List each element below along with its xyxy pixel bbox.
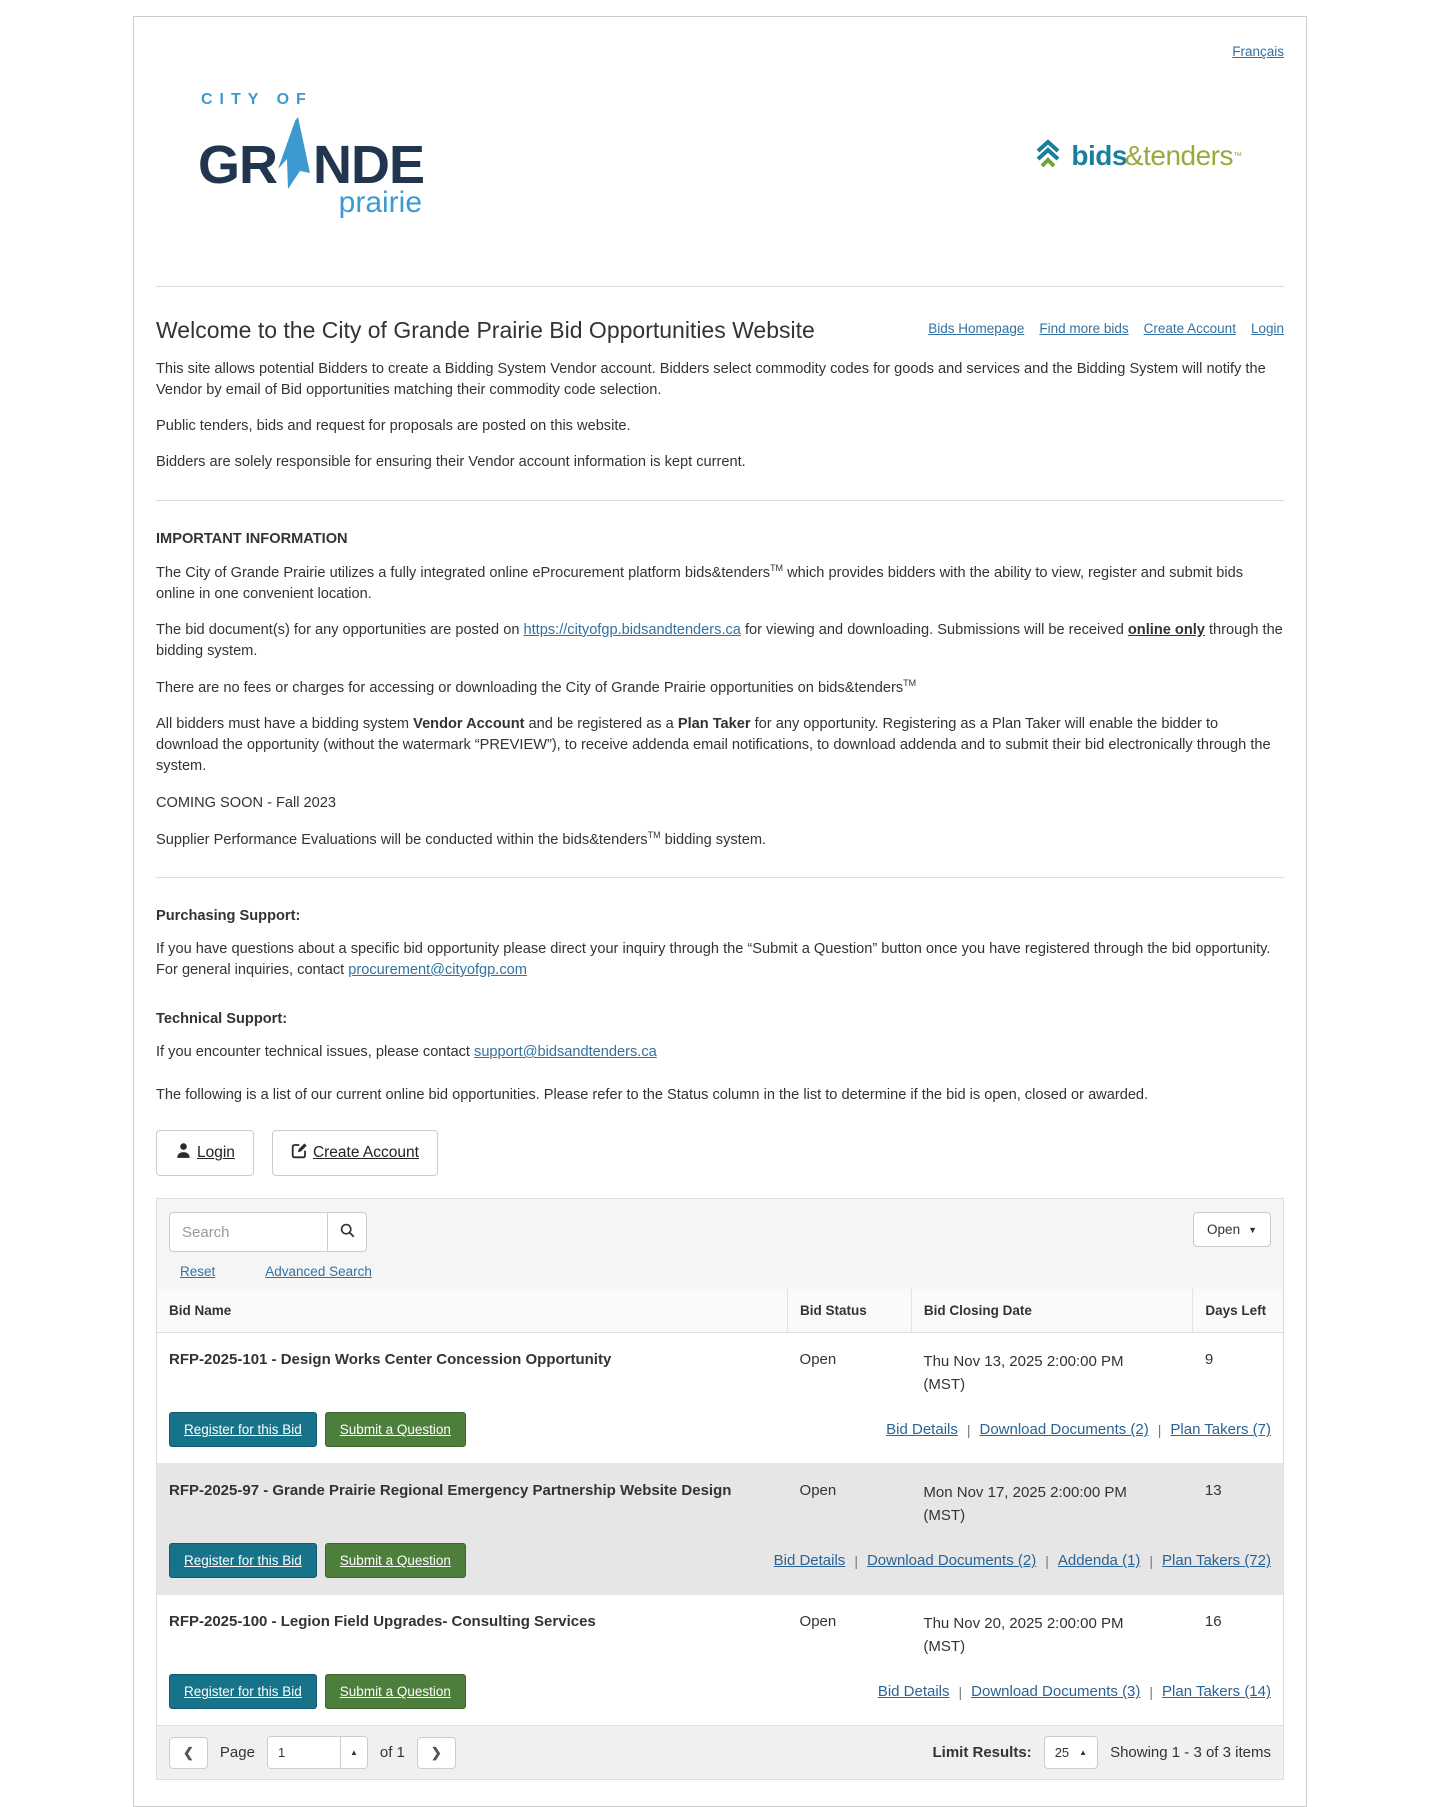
- important-p2-text: The bid document(s) for any opportunities are posted on: [156, 621, 524, 638]
- vendor-account-emphasis: Vendor Account: [413, 716, 525, 733]
- bid-action-link[interactable]: Bid Details: [886, 1421, 958, 1439]
- login-button[interactable]: [156, 1130, 254, 1176]
- page-spinner[interactable]: [340, 1737, 367, 1768]
- important-p4-text2: and be registered as a: [524, 716, 678, 733]
- important-p5-text2: bidding system.: [660, 831, 767, 848]
- section-divider: [156, 500, 1284, 501]
- important-p5-text: Supplier Performance Evaluations will be conducted within the bids&tenders: [156, 831, 648, 848]
- important-p1-text: The City of Grande Prairie utilizes a fully integrated online eProcurement platform bids&tenders: [156, 564, 771, 581]
- link-separator: |: [1157, 1421, 1162, 1438]
- technical-support-heading: Technical Support:: [156, 1011, 288, 1028]
- important-paragraph-2: [156, 620, 1284, 662]
- list-intro-text: The following is a list of our current online bid opportunities. Please refer to the Status column in the list to determine if the bid is open, closed or awarded.: [156, 1087, 1149, 1104]
- bid-rows: [157, 1333, 1283, 1726]
- search-input[interactable]: [169, 1212, 327, 1252]
- bid-action-link[interactable]: Addenda (1): [1057, 1552, 1141, 1570]
- header-divider: [156, 286, 1284, 287]
- bid-closing-date: Mon Nov 17, 2025 2:00:00 PM: [923, 1484, 1127, 1502]
- logo-grande: [198, 111, 425, 195]
- bid-action-link[interactable]: Download Documents (3): [971, 1683, 1141, 1701]
- bids-and-tenders-logo: [1032, 137, 1242, 174]
- table-row: [157, 1595, 1283, 1665]
- bid-links: [886, 1421, 1271, 1438]
- procurement-email-link[interactable]: procurement@cityofgp.com: [348, 961, 527, 978]
- bid-links: [774, 1552, 1271, 1569]
- register-for-bid-button[interactable]: Register for this Bid: [169, 1412, 317, 1447]
- table-row: [157, 1333, 1283, 1403]
- create-account-button-label: Create Account: [312, 1144, 419, 1162]
- purchasing-support-heading: Purchasing Support:: [156, 907, 301, 924]
- bid-name: RFP-2025-97 - Grande Prairie Regional Emergency Partnership Website Design: [157, 1464, 788, 1534]
- bid-closing-timezone: (MST): [923, 1375, 966, 1393]
- important-paragraph-5: [156, 829, 1284, 851]
- caret-up-icon: ▲: [1079, 1748, 1088, 1758]
- nav-bids-homepage-link[interactable]: Bids Homepage: [928, 321, 1025, 336]
- bid-links: [878, 1683, 1271, 1700]
- important-paragraph-1: [156, 562, 1284, 605]
- bid-closing-timezone: (MST): [923, 1506, 966, 1524]
- support-email-link[interactable]: support@bidsandtenders.ca: [474, 1044, 657, 1061]
- next-page-button[interactable]: [417, 1737, 456, 1769]
- online-only-emphasis: online only: [1127, 621, 1205, 638]
- column-header-bid-status: Bid Status: [788, 1289, 912, 1333]
- coming-soon-text: COMING SOON - Fall 2023: [156, 794, 337, 811]
- bid-action-link[interactable]: Plan Takers (7): [1170, 1421, 1271, 1439]
- table-row-actions: [157, 1402, 1283, 1464]
- bid-closing-date: Thu Nov 13, 2025 2:00:00 PM: [923, 1353, 1124, 1371]
- technical-support-text: [156, 1042, 1284, 1063]
- logo-bolt-icon: [275, 117, 315, 198]
- important-p3-text: There are no fees or charges for accessing or downloading the City of Grande Prairie opportunities on bids&tenders: [156, 679, 904, 696]
- important-paragraph-3: [156, 677, 1284, 699]
- limit-results-value: 25: [1054, 1745, 1070, 1761]
- limit-results-dropdown[interactable]: [1044, 1736, 1098, 1769]
- bid-action-link[interactable]: Plan Takers (14): [1162, 1683, 1271, 1701]
- submit-question-button[interactable]: Submit a Question: [325, 1412, 466, 1447]
- showing-items-text: Showing 1 - 3 of 3 items: [1110, 1744, 1271, 1762]
- language-link[interactable]: Français: [1232, 44, 1284, 59]
- search-icon: [339, 1222, 356, 1242]
- link-separator: |: [854, 1552, 858, 1569]
- bidsandtenders-url-link[interactable]: https://cityofgp.bidsandtenders.ca: [523, 621, 741, 638]
- purchasing-support-text: [156, 939, 1284, 981]
- register-for-bid-button[interactable]: Register for this Bid: [169, 1543, 317, 1578]
- bid-status-value: Open: [788, 1595, 912, 1665]
- table-row-actions: [157, 1664, 1283, 1725]
- bids-table: [157, 1289, 1283, 1725]
- next-icon: ❯: [430, 1744, 442, 1760]
- bid-status-value: Open: [799, 1351, 837, 1369]
- intro-paragraph-1: This site allows potential Bidders to create a Bidding System Vendor account. Bidders select commodity codes for goods and services and the Bidding System will notify the Vendor by email of Bid opportunities matching their commodity code selection.: [156, 361, 1266, 399]
- logo-grande-right: NDE: [313, 135, 425, 195]
- intro-paragraph-2: Public tenders, bids and request for proposals are posted on this website.: [156, 418, 631, 435]
- status-filter-value: Open: [1207, 1222, 1241, 1238]
- link-separator: |: [966, 1421, 971, 1438]
- status-filter-dropdown[interactable]: [1193, 1212, 1271, 1247]
- brand-chevron-icon: [1032, 137, 1064, 174]
- edit-icon: [291, 1142, 308, 1164]
- intro-paragraph-3: Bidders are solely responsible for ensuring their Vendor account information is kept current.: [156, 454, 746, 471]
- register-for-bid-button[interactable]: Register for this Bid: [169, 1674, 317, 1709]
- tm-superscript: TM: [770, 562, 784, 573]
- page-title: Welcome to the City of Grande Prairie Bid Opportunities Website: [156, 317, 815, 343]
- reset-link[interactable]: Reset: [180, 1264, 216, 1280]
- bid-action-link[interactable]: Bid Details: [877, 1683, 950, 1701]
- column-header-closing-date: Bid Closing Date: [911, 1289, 1193, 1333]
- city-of-grande-prairie-logo: [198, 91, 424, 220]
- filter-bar: [157, 1199, 1283, 1289]
- previous-page-button[interactable]: [169, 1737, 208, 1769]
- bids-panel: [156, 1198, 1284, 1780]
- page-label: Page: [219, 1744, 255, 1762]
- technical-text: If you encounter technical issues, please contact: [156, 1044, 475, 1061]
- bid-action-link[interactable]: Plan Takers (72): [1162, 1552, 1271, 1570]
- link-separator: |: [1149, 1683, 1154, 1700]
- important-p4-text3: for any opportunity. Registering as a Plan Taker will enable the bidder to download the opportunity (without the watermark “PREVIEW”), to receive addenda email notifications, to download addenda and to submit their bid electronically through the system.: [156, 716, 1271, 775]
- brand-trademark: ™: [1233, 150, 1242, 161]
- tm-superscript: TM: [903, 678, 917, 689]
- bid-name: RFP-2025-101 - Design Works Center Concession Opportunity: [169, 1351, 612, 1369]
- link-separator: |: [1045, 1552, 1049, 1569]
- advanced-search-link[interactable]: Advanced Search: [265, 1264, 372, 1280]
- bid-status-value: Open: [788, 1464, 912, 1534]
- nav-login-link[interactable]: Login: [1250, 321, 1284, 336]
- important-p1-text2: which provides bidders with the ability to view, register and submit bids online in one convenient location.: [156, 564, 1243, 602]
- caret-down-icon: ▼: [1248, 1224, 1257, 1235]
- column-header-bid-name: Bid Name: [157, 1289, 788, 1333]
- logo-grande-left: GR: [198, 135, 277, 195]
- important-paragraph-4: [156, 714, 1284, 777]
- logo-city-of: CITY OF: [201, 91, 313, 108]
- important-p2-text2: for viewing and downloading. Submissions will be received: [740, 621, 1128, 638]
- create-account-button[interactable]: [272, 1130, 438, 1176]
- bid-closing-timezone: (MST): [923, 1637, 966, 1655]
- login-button-label: Login: [197, 1144, 235, 1162]
- tm-superscript: TM: [647, 829, 661, 840]
- nav-find-more-bids-link[interactable]: Find more bids: [1039, 321, 1129, 336]
- prev-icon: ❮: [183, 1744, 194, 1760]
- nav-create-account-link[interactable]: Create Account: [1143, 321, 1236, 336]
- days-left-value: 16: [1193, 1595, 1283, 1665]
- brand-tenders: &tenders: [1124, 139, 1233, 171]
- link-separator: |: [958, 1683, 963, 1700]
- table-row-actions: [157, 1533, 1283, 1595]
- bid-closing-date: Thu Nov 20, 2025 2:00:00 PM: [923, 1615, 1124, 1633]
- important-p2-text3: through the bidding system.: [156, 621, 1283, 659]
- column-header-days-left: Days Left: [1193, 1289, 1283, 1333]
- header: [156, 91, 1284, 220]
- caret-up-icon: ▲: [349, 1748, 358, 1758]
- bid-action-link[interactable]: Download Documents (2): [979, 1421, 1149, 1439]
- page-card: [133, 16, 1307, 1807]
- days-left-value: 13: [1193, 1464, 1283, 1534]
- logo-prairie: prairie: [338, 186, 423, 219]
- page-of-label: of 1: [379, 1744, 405, 1762]
- purchasing-text: If you have questions about a specific bid opportunity please direct your inquiry through the “Submit a Question” button once you have registered through the bid opportunity. For general inquiries, contact: [156, 940, 1271, 978]
- search-button[interactable]: [327, 1212, 367, 1252]
- submit-question-button[interactable]: Submit a Question: [325, 1674, 466, 1709]
- important-info-heading: IMPORTANT INFORMATION: [156, 530, 348, 547]
- bid-action-link[interactable]: Bid Details: [773, 1552, 846, 1570]
- link-separator: |: [1149, 1552, 1154, 1569]
- page-number-input[interactable]: [268, 1737, 340, 1768]
- pagination-bar: [157, 1725, 1283, 1779]
- table-row: [157, 1464, 1283, 1534]
- important-p4-text: All bidders must have a bidding system: [156, 716, 414, 733]
- bid-name: RFP-2025-100 - Legion Field Upgrades- Consulting Services: [157, 1595, 788, 1665]
- top-nav: [928, 317, 1284, 336]
- section-divider: [156, 877, 1284, 878]
- days-left-value: 9: [1204, 1351, 1214, 1369]
- brand-bids: bids: [1071, 139, 1127, 171]
- submit-question-button[interactable]: Submit a Question: [325, 1543, 466, 1578]
- person-icon: [175, 1142, 192, 1164]
- bid-action-link[interactable]: Download Documents (2): [866, 1552, 1037, 1570]
- plan-taker-emphasis: Plan Taker: [677, 716, 751, 733]
- limit-results-label: Limit Results:: [932, 1744, 1032, 1762]
